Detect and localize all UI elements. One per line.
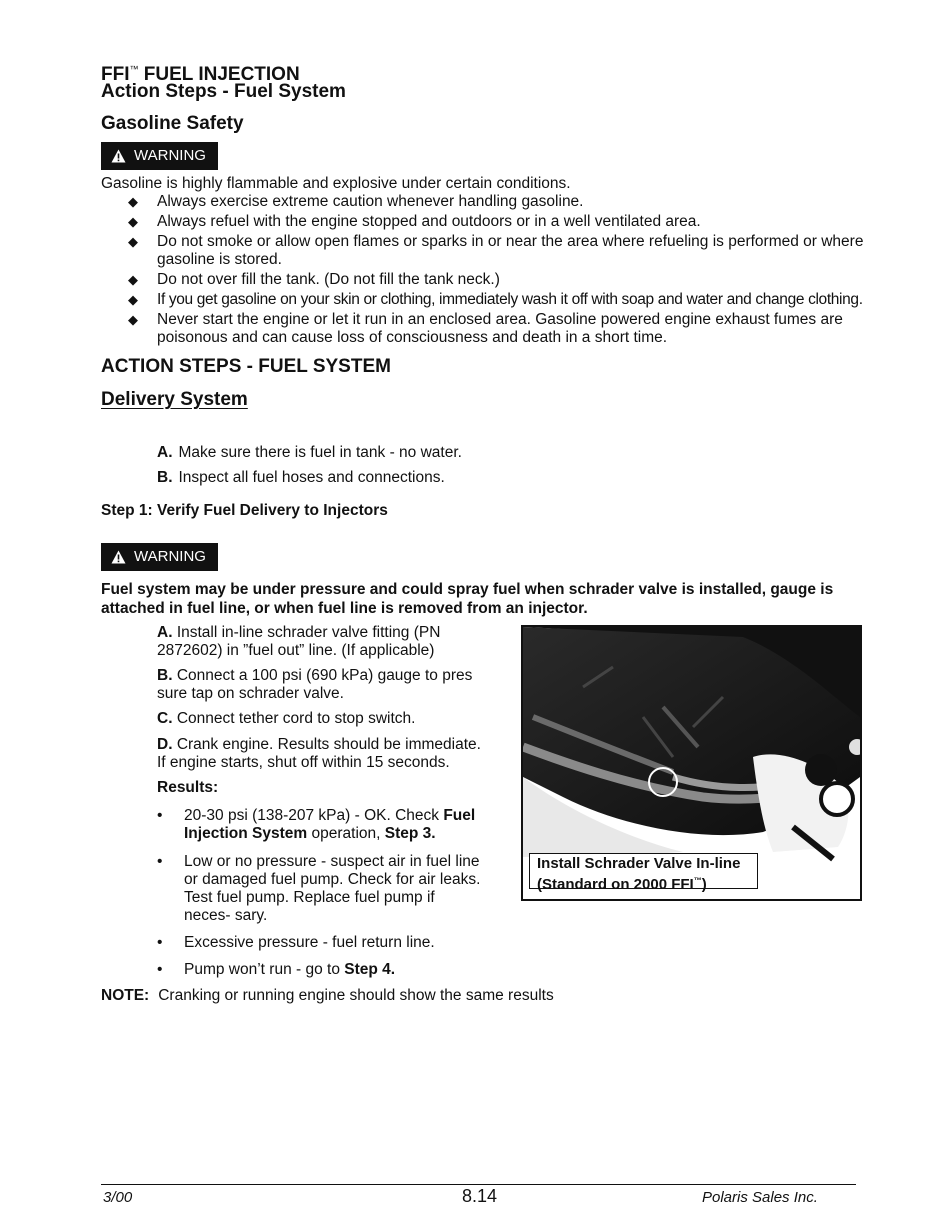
- footer-date: 3/00: [103, 1189, 133, 1206]
- diamond-bullet-icon: ◆: [128, 312, 138, 327]
- action-steps-heading: ACTION STEPS - FUEL SYSTEM: [101, 356, 391, 377]
- precheck-a: A. Make sure there is fuel in tank - no water.: [157, 444, 462, 461]
- diamond-bullet-icon: ◆: [128, 194, 138, 209]
- list-item: ◆ Do not smoke or allow open flames or sparks in or near the area where refueling is performed or where gasoline is stored.: [128, 233, 864, 268]
- list-item: ◆ Always exercise extreme caution whenever handling gasoline.: [128, 193, 584, 210]
- fuel-pressure-warning-text: Fuel system may be under pressure and could spray fuel when schrader valve is installed, gauge is attached in fuel line, or when fuel line is removed from an injector.: [101, 581, 834, 617]
- warning-badge: WARNING: [101, 142, 218, 170]
- step-b: B. Connect a 100 psi (690 kPa) gauge to pres sure tap on schrader valve.: [157, 667, 473, 702]
- dot-bullet-icon: •: [157, 853, 163, 870]
- step-d: D. Crank engine. Results should be immediate. If engine starts, shut off within 15 seconds.: [157, 736, 481, 771]
- diamond-bullet-icon: ◆: [128, 292, 138, 307]
- document-title: FFI™ FUEL INJECTION: [101, 64, 300, 85]
- warning-badge: WARNING: [101, 543, 218, 571]
- delivery-system-heading: Delivery System: [101, 389, 248, 410]
- diamond-bullet-icon: ◆: [128, 214, 138, 229]
- step-c: C. Connect tether cord to stop switch.: [157, 710, 416, 727]
- step-1-heading: Step 1: Verify Fuel Delivery to Injectors: [101, 502, 388, 519]
- page-number: 8.14: [462, 1186, 498, 1206]
- precheck-b: B. Inspect all fuel hoses and connections.: [157, 469, 445, 486]
- footer-company: Polaris Sales Inc.: [702, 1189, 818, 1206]
- note: NOTE: Cranking or running engine should show the same results: [101, 987, 554, 1004]
- warning-triangle-icon: [111, 550, 126, 564]
- photo-caption: Install Schrader Valve In-line (Standard on 2000 FFI™): [529, 853, 758, 889]
- safety-bullet-list: [128, 193, 868, 349]
- diamond-bullet-icon: ◆: [128, 272, 138, 287]
- list-item: ◆ Never start the engine or let it run in an enclosed area. Gasoline powered engine exhaust fumes are poisonous and can cause loss of consciousness and death in a short time.: [128, 311, 843, 346]
- footer-divider: [101, 1184, 856, 1185]
- warning-triangle-icon: [111, 149, 126, 163]
- safety-intro: Gasoline is highly flammable and explosive under certain conditions.: [101, 175, 571, 192]
- section-heading-gasoline-safety: Gasoline Safety: [101, 113, 244, 134]
- diamond-bullet-icon: ◆: [128, 234, 138, 249]
- list-item: ◆ Do not over fill the tank. (Do not fill the tank neck.): [128, 271, 500, 288]
- list-item: ◆ Always refuel with the engine stopped and outdoors or in a well ventilated area.: [128, 213, 701, 230]
- step-a: A. Install in-line schrader valve fitting (PN 2872602) in ”fuel out” line. (If applicable): [157, 624, 441, 659]
- dot-bullet-icon: •: [157, 961, 163, 978]
- document-subtitle: Action Steps - Fuel System: [101, 81, 346, 102]
- results-heading: Results:: [157, 779, 219, 796]
- list-item: ◆ If you get gasoline on your skin or clothing, immediately wash it off with soap and water and change clothing.: [128, 291, 863, 308]
- dot-bullet-icon: •: [157, 934, 163, 951]
- dot-bullet-icon: •: [157, 807, 163, 824]
